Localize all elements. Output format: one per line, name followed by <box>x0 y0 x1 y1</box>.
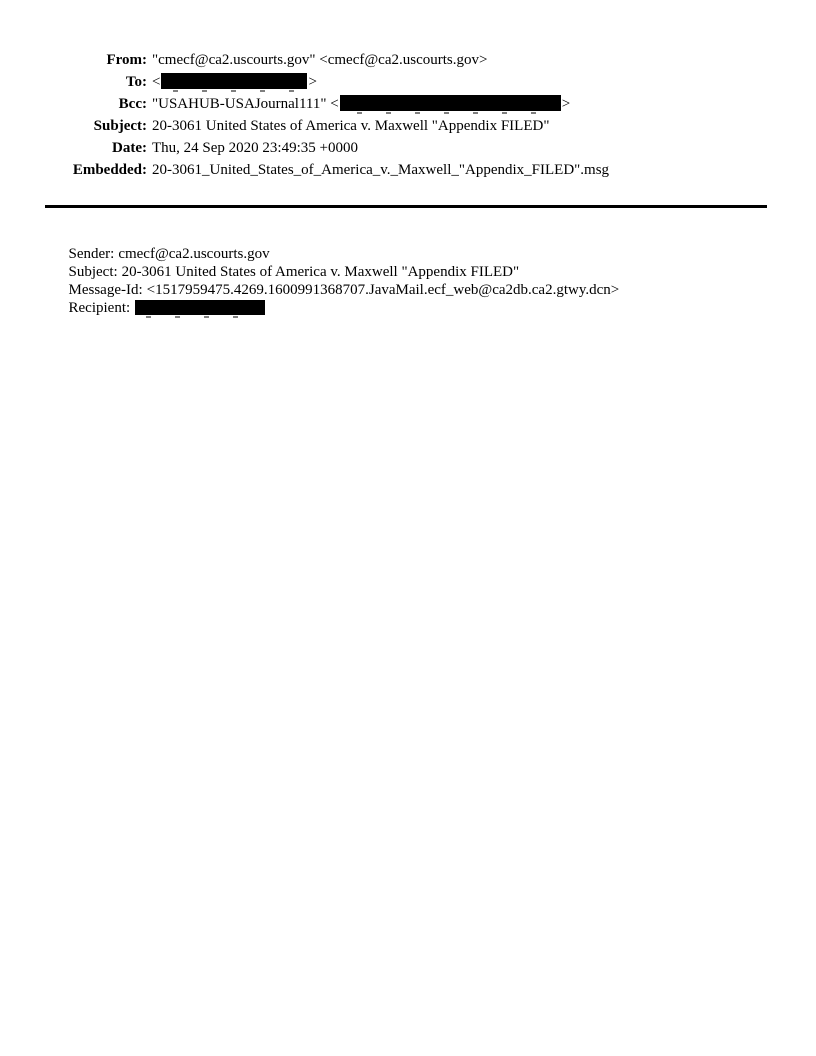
to-field-label: To: <box>125 74 147 90</box>
embedded-field-label: Embedded: <box>72 162 147 178</box>
subject-field-value: 20-3061 United States of America v. Maxwell "Appendix FILED" <box>152 118 550 134</box>
subject-field-label: Subject: <box>93 118 147 134</box>
header-row-bcc <box>0 93 816 115</box>
recipient-label: Recipient: <box>68 300 131 316</box>
to-angle-open: < <box>152 74 161 90</box>
embedded-field-value: 20-3061_United_States_of_America_v._Maxwell_"Appendix_FILED".msg <box>152 162 610 178</box>
header-row-subject <box>0 115 816 137</box>
bcc-field-value <box>152 93 570 115</box>
recipient-value <box>134 300 266 316</box>
separator-rule <box>45 205 767 208</box>
bcc-field-label: Bcc: <box>118 96 147 112</box>
header-row-to <box>0 71 816 93</box>
header-row-date <box>0 137 816 159</box>
message-id-value: <1517959475.4269.1600991368707.JavaMail.ecf_web@ca2db.ca2.gtwy.dcn> <box>146 282 620 298</box>
email-header-block <box>0 49 816 181</box>
message-id-label: Message-Id: <box>68 282 143 298</box>
sender-label: Sender: <box>68 246 115 262</box>
detail-line-sender <box>46 227 619 262</box>
recipient-redaction-bar <box>135 300 265 315</box>
date-field-label: Date: <box>112 140 147 156</box>
date-field-value: Thu, 24 Sep 2020 23:49:35 +0000 <box>152 140 358 156</box>
from-field-value: "cmecf@ca2.uscourts.gov" <cmecf@ca2.uscourts.gov> <box>152 52 488 68</box>
message-details-block <box>46 227 620 316</box>
sender-value: cmecf@ca2.uscourts.gov <box>118 246 270 262</box>
to-field-value <box>152 71 317 93</box>
detail-subject-value: 20-3061 United States of America v. Maxwell "Appendix FILED" <box>121 264 520 280</box>
bcc-angle-close: > <box>561 96 571 112</box>
header-row-from <box>0 49 816 71</box>
bcc-display-name: "USAHUB-USAJournal111" < <box>152 96 339 112</box>
bcc-redaction-bar <box>340 95 561 111</box>
header-row-embedded <box>0 159 816 181</box>
to-redaction-bar <box>161 73 307 89</box>
to-angle-close: > <box>308 74 317 90</box>
from-field-label: From: <box>106 52 147 68</box>
detail-subject-label: Subject: <box>68 264 118 280</box>
